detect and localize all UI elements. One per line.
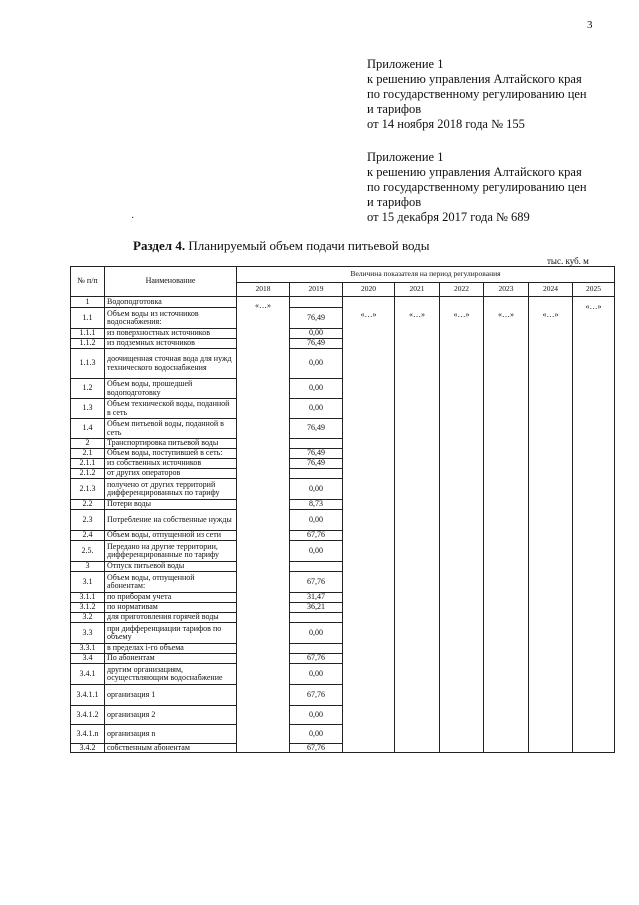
value-2019: 67,76 [290,685,343,706]
row-number: 2.3 [71,510,105,531]
row-name: Транспортировка питьевой воды [105,439,237,449]
header-year: 2023 [484,283,529,297]
page-number: 3 [587,19,593,31]
value-2019: 76,49 [290,419,343,439]
row-name: Потребление на собственные нужды [105,510,237,531]
header-year: 2019 [290,283,343,297]
appendix-line: к решению управления Алтайского края [367,72,582,86]
row-name: из собственных источников [105,459,237,469]
row-number: 1.1.3 [71,349,105,379]
header-period: Величина показателя на период регулирования [237,267,615,283]
header-year: 2018 [237,283,290,297]
value-2019: 0,00 [290,379,343,399]
row-name: другим организациям, осуществляющим водоснабжение [105,664,237,685]
placeholder-2021: «…» [409,310,425,319]
cell-2018-merged [237,297,290,753]
placeholder-2022: «…» [453,310,470,319]
header-year: 2024 [529,283,573,297]
appendix-line: от 15 декабря 2017 года № 689 [367,210,530,224]
row-number: 3.1.1 [71,593,105,603]
row-name: организация 2 [105,706,237,725]
value-2019 [290,297,343,308]
appendix-header-previous [367,150,587,225]
row-number: 3.1 [71,572,105,593]
cell-2021-merged [395,297,440,753]
value-2019: 0,00 [290,329,343,339]
appendix-line: к решению управления Алтайского края [367,165,582,179]
value-2019 [290,613,343,623]
appendix-line: по государственному регулированию цен [367,87,587,101]
row-number: 2.1.3 [71,479,105,500]
row-name: собственным абонентам [105,744,237,753]
row-name: Объем воды из источников водоснабжения: [105,308,237,329]
row-number: 3.2 [71,613,105,623]
row-number: 3 [71,562,105,572]
value-2019: 0,00 [290,541,343,562]
cell-2024-merged [529,297,573,753]
row-name: Объем технической воды, поданной в сеть [105,399,237,419]
value-2019: 0,00 [290,479,343,500]
header-number: № п/п [71,267,105,297]
cell-2022-merged [440,297,484,753]
row-number: 3.1.2 [71,603,105,613]
placeholder-2025: «…» [585,302,602,311]
value-2019: 36,21 [290,603,343,613]
appendix-line: Приложение 1 [367,57,444,71]
value-2019: 0,00 [290,664,343,685]
placeholder-2024: «…» [542,310,559,319]
section-number: Раздел 4. [133,238,186,253]
value-2019 [290,562,343,572]
section-name: Планируемый объем подачи питьевой воды [188,238,430,253]
value-2019: 67,76 [290,654,343,664]
row-number: 2.4 [71,531,105,541]
row-name: доочищенная сточная вода для нужд технического водоснабжения [105,349,237,379]
section-title [133,238,430,254]
row-name: получено от других территорий дифференцированных по тарифу [105,479,237,500]
row-number: 2.1.1 [71,459,105,469]
row-name: из подземных источников [105,339,237,349]
row-number: 1.1.2 [71,339,105,349]
row-name: организация 1 [105,685,237,706]
cell-2023-merged [484,297,529,753]
row-number: 3.4 [71,654,105,664]
scan-speck: · [131,213,135,224]
row-number: 2 [71,439,105,449]
value-2019: 0,00 [290,725,343,744]
appendix-line: и тарифов [367,102,422,116]
row-number: 1.4 [71,419,105,439]
table-row [71,297,615,308]
row-number: 2.1.2 [71,469,105,479]
row-number: 1.1.1 [71,329,105,339]
value-2019: 31,47 [290,593,343,603]
row-number: 3.4.2 [71,744,105,753]
value-2019: 0,00 [290,706,343,725]
row-name: Передано на другие территории, дифференцированные по тарифу [105,541,237,562]
appendix-line: по государственному регулированию цен [367,180,587,194]
row-name: Объем воды, отпущенной из сети [105,531,237,541]
row-name: в пределах i-го объема [105,644,237,654]
units-label: тыс. куб. м [547,256,589,266]
row-number: 1 [71,297,105,308]
row-number: 3.3 [71,623,105,644]
value-2019 [290,644,343,654]
value-2019: 0,00 [290,623,343,644]
row-number: 3.4.1 [71,664,105,685]
header-year: 2022 [440,283,484,297]
row-number: 2.1 [71,449,105,459]
value-2019: 0,00 [290,399,343,419]
row-name: Объем питьевой воды, поданной в сеть [105,419,237,439]
header-name: Наименование [105,267,237,297]
value-2019: 0,00 [290,349,343,379]
placeholder-2023: «…» [498,310,514,319]
row-name: организация n [105,725,237,744]
row-name: по приборам учета [105,593,237,603]
row-number: 1.2 [71,379,105,399]
row-name: Объем воды, отпущенной абонентам: [105,572,237,593]
placeholder-2018: «…» [255,301,271,310]
value-2019: 67,76 [290,531,343,541]
value-2019 [290,439,343,449]
header-year: 2020 [343,283,395,297]
value-2019: 76,49 [290,339,343,349]
header-year: 2021 [395,283,440,297]
appendix-header-current [367,57,587,132]
row-number: 3.4.1.2 [71,706,105,725]
placeholder-2020: «…» [360,310,377,319]
row-number: 1.3 [71,399,105,419]
row-name: для приготовления горячей воды [105,613,237,623]
cell-2025-merged [573,297,615,753]
row-name: от других операторов [105,469,237,479]
value-2019: 76,49 [290,459,343,469]
row-number: 1.1 [71,308,105,329]
row-number: 3.3.1 [71,644,105,654]
appendix-line: от 14 ноября 2018 года № 155 [367,117,525,131]
row-number: 3.4.1.n [71,725,105,744]
value-2019: 8,73 [290,500,343,510]
cell-2020-merged [343,297,395,753]
row-name: Объем воды, поступившей в сеть: [105,449,237,459]
row-name: Отпуск питьевой воды [105,562,237,572]
value-2019: 0,00 [290,510,343,531]
appendix-line: Приложение 1 [367,150,444,164]
row-name: при дифференциации тарифов по объему [105,623,237,644]
row-name: из поверхностных источников [105,329,237,339]
row-name: Потери воды [105,500,237,510]
value-2019: 67,76 [290,744,343,753]
row-name: По абонентам [105,654,237,664]
value-2019: 67,76 [290,572,343,593]
row-number: 2.5. [71,541,105,562]
value-2019 [290,469,343,479]
value-2019: 76,49 [290,449,343,459]
value-2019: 76,49 [290,308,343,329]
appendix-line: и тарифов [367,195,422,209]
row-number: 3.4.1.1 [71,685,105,706]
row-name: Объем воды, прошедшей водоподготовку [105,379,237,399]
water-supply-table [70,266,615,753]
header-year: 2025 [573,283,615,297]
row-name: по нормативам [105,603,237,613]
row-number: 2.2 [71,500,105,510]
row-name: Водоподготовка [105,297,237,308]
